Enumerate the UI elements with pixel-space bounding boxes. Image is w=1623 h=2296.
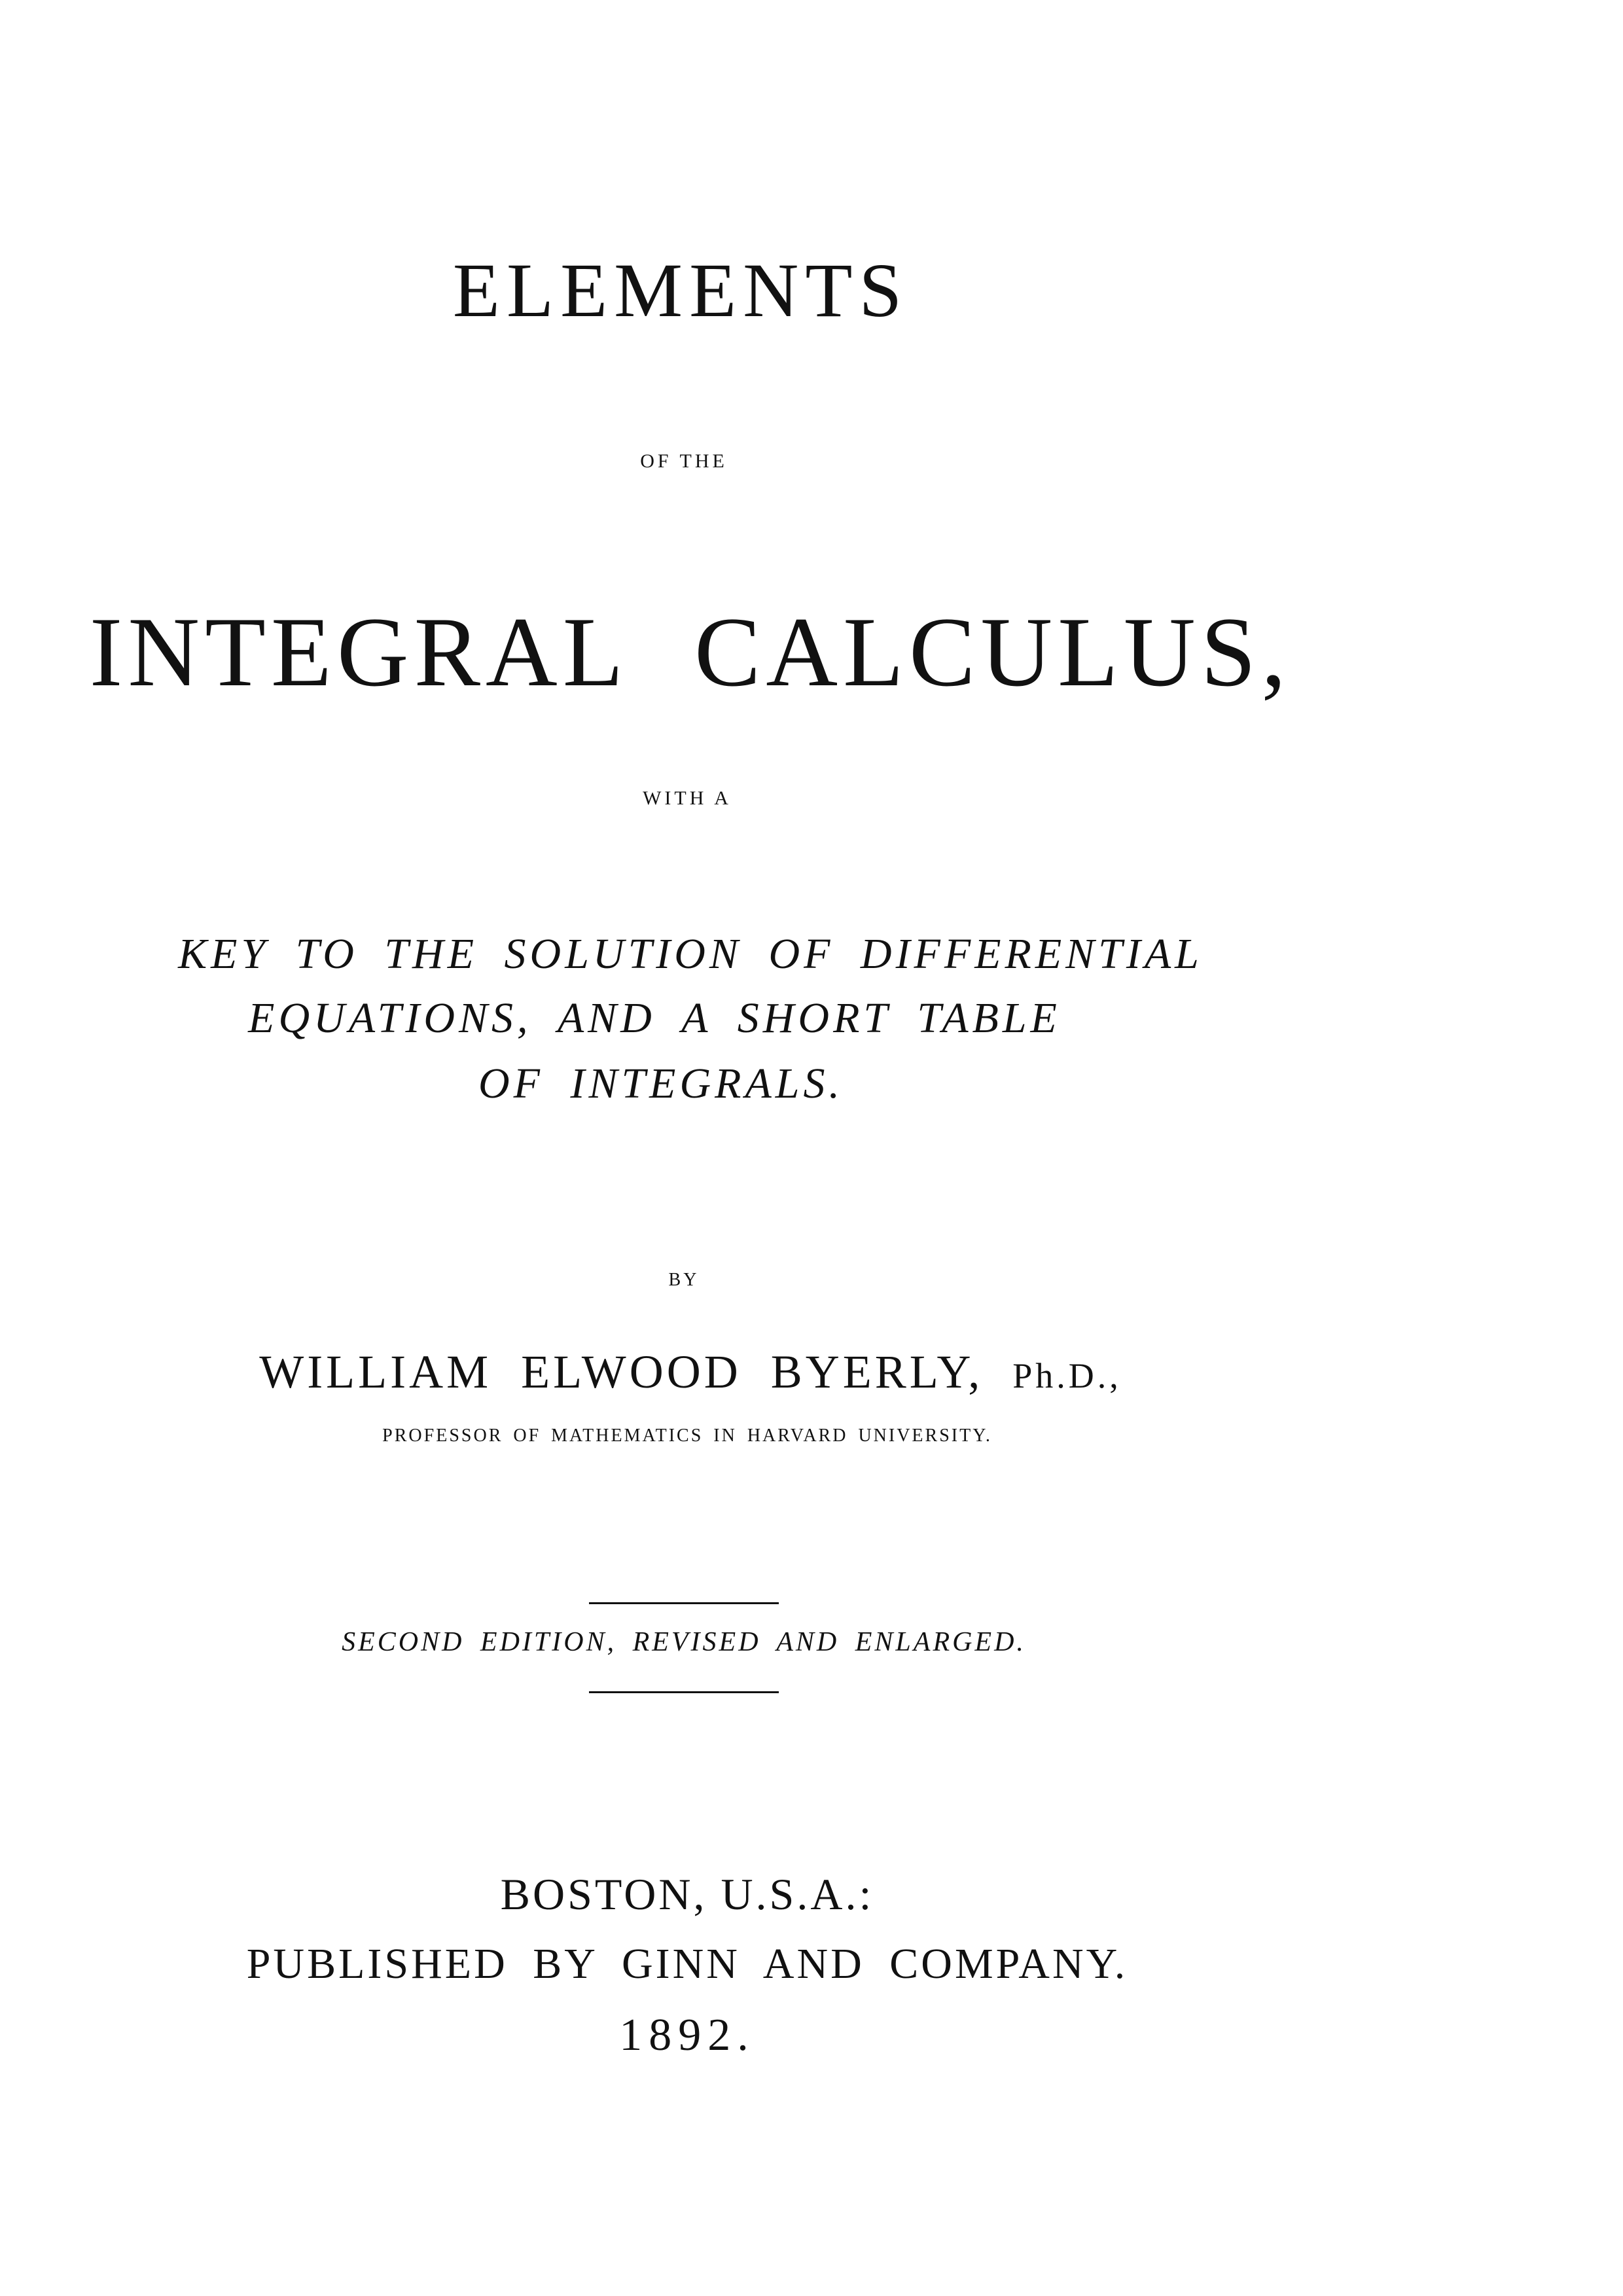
of-the-text: OF THE (640, 450, 728, 472)
author-line (259, 1346, 1122, 1398)
publication-city: BOSTON, U.S.A.: (500, 1869, 874, 1919)
title-line-integral-calculus: INTEGRAL CALCULUS, (89, 597, 1292, 707)
author-name: WILLIAM ELWOOD BYERLY, (259, 1346, 984, 1398)
edition-rule-bottom (589, 1691, 779, 1693)
subtitle-line-3: OF INTEGRALS. (478, 1060, 844, 1107)
title-line-elements: ELEMENTS (452, 247, 909, 333)
edition-rule-top (589, 1602, 779, 1604)
subtitle-line-1: KEY TO THE SOLUTION OF DIFFERENTIAL (178, 930, 1203, 978)
publication-year: 1892. (619, 2010, 755, 2060)
author-affiliation: PROFESSOR OF MATHEMATICS IN HARVARD UNIVERSITY. (382, 1426, 992, 1446)
publisher-text: PUBLISHED BY GINN AND COMPANY. (246, 1940, 1128, 1988)
edition-text: SECOND EDITION, REVISED AND ENLARGED. (342, 1627, 1026, 1657)
subtitle-line-2: EQUATIONS, AND A SHORT TABLE (248, 994, 1061, 1042)
by-text: BY (668, 1270, 700, 1290)
with-a-text: WITH A (643, 787, 732, 809)
author-degree: Ph.D., (1012, 1356, 1122, 1395)
